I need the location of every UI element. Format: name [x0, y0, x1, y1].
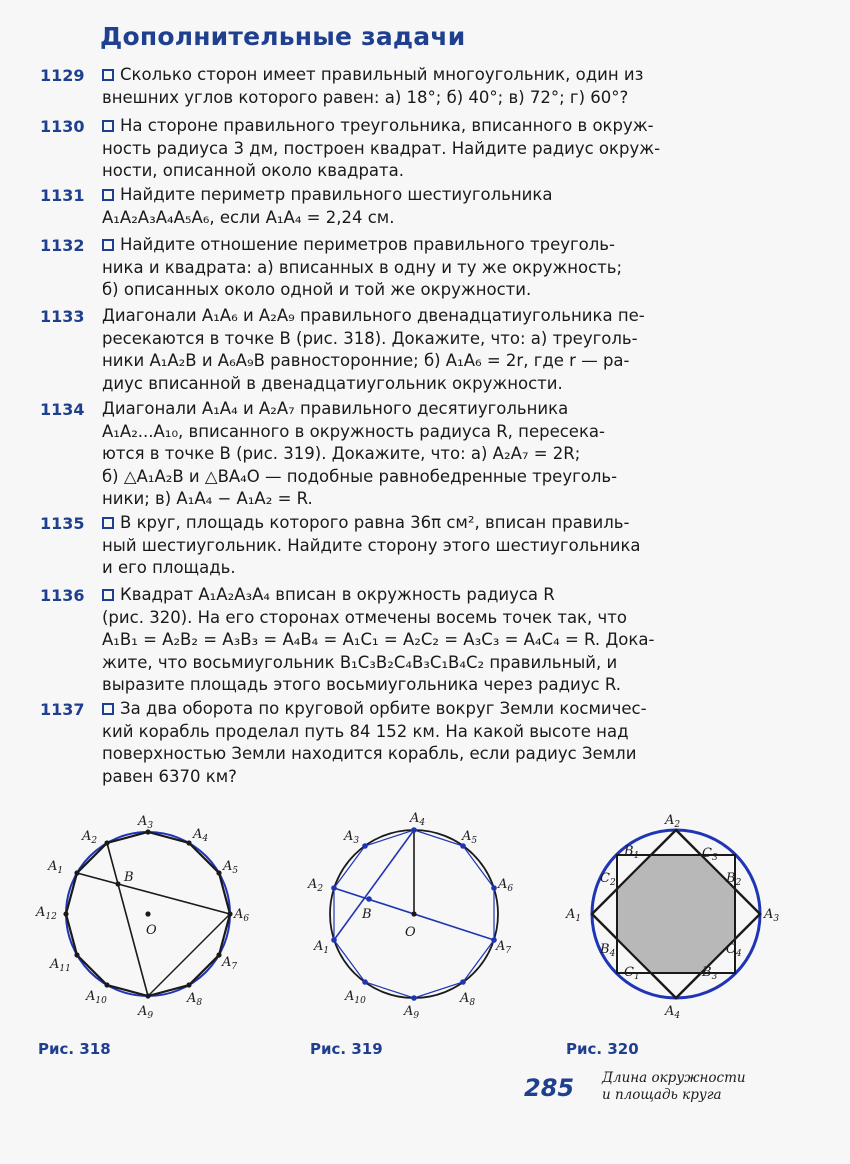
label-a10: A — [345, 989, 355, 1004]
svg-text:B3: $B_3$ — [702, 965, 718, 982]
svg-text:C1: $C_1$ — [624, 965, 640, 982]
label-o: O — [146, 923, 157, 938]
problem-number: 1133 — [40, 307, 85, 326]
svg-text:A9: $A_9$ — [138, 1004, 154, 1021]
problem-number: 1134 — [40, 400, 85, 419]
svg-text:A3: $A_3$ — [138, 814, 154, 831]
svg-text:A4: $A_4$ — [410, 811, 426, 828]
problem-line: Найдите периметр правильного шестиугольника — [120, 185, 553, 204]
label-c1: C — [624, 965, 634, 980]
svg-text:A2: $A_2$ — [665, 813, 681, 830]
svg-text:A9: $A_9$ — [404, 1004, 420, 1021]
figure-320 — [560, 810, 800, 1030]
caption-fig319: Рис. 319 — [310, 1040, 383, 1058]
label-b4: B — [600, 942, 610, 957]
label-a7: A — [222, 955, 232, 970]
problem-line: Квадрат A₁A₂A₃A₄ вписан в окружность радиуса R — [120, 585, 555, 604]
svg-text:A12: $A_{12}$ — [36, 905, 57, 922]
svg-text:A2: $A_2$ — [308, 877, 324, 894]
svg-text:C3: $C_3$ — [702, 846, 718, 863]
label-a1: A — [566, 907, 576, 922]
label-b: B — [124, 870, 134, 885]
label-a12: A — [36, 905, 46, 920]
problem-line: ность радиуса 3 дм, построен квадрат. Найдите радиус окруж- — [102, 138, 661, 158]
vertex-dots — [63, 829, 232, 998]
problem-line: Сколько сторон имеет правильный многоугольник, один из — [120, 65, 644, 84]
problem-line: и его площадь. — [102, 558, 236, 578]
problem-line: ресекаются в точке B (рис. 318). Докажите, что: а) треуголь- — [102, 328, 638, 348]
svg-text:A4: $A_4$ — [193, 827, 209, 844]
problem-line: ются в точке B (рис. 319). Докажите, что: а) A₂A₇ = 2R; — [102, 444, 581, 464]
problem-number: 1132 — [40, 236, 85, 255]
checkbox-icon — [102, 189, 114, 201]
center-dot — [411, 911, 416, 916]
label-a11: A — [50, 957, 60, 972]
problem-line: Найдите отношение периметров правильного треуголь- — [120, 235, 615, 254]
label-a6: A — [234, 907, 244, 922]
problem-number: 1129 — [40, 66, 85, 85]
checkbox-icon — [102, 517, 114, 529]
diagonal-a2a9 — [107, 843, 148, 996]
problem-line: Диагонали A₁A₆ и A₂A₉ правильного двенадцатиугольника пе- — [102, 306, 645, 325]
diagonal-a1a6 — [77, 873, 230, 914]
label-a8: A — [187, 991, 197, 1006]
label-a6: A — [498, 877, 508, 892]
svg-text:A11: $A_{11}$ — [50, 957, 71, 974]
problem-line: б) описанных около одной и той же окружности. — [102, 280, 532, 300]
label-o: O — [405, 925, 416, 940]
figure-318-diagram — [30, 810, 270, 1030]
label-b1: B — [624, 844, 634, 859]
label-a10: A — [86, 989, 96, 1004]
label-a2: A — [82, 829, 92, 844]
caption-fig320: Рис. 320 — [566, 1040, 639, 1058]
svg-text:A1: $A_1$ — [314, 939, 330, 956]
problem-line: выразите площадь этого восьмиугольника через радиус R. — [102, 675, 621, 695]
running-head-line: Длина окружности — [602, 1070, 746, 1086]
label-a5: A — [462, 829, 472, 844]
label-a7: A — [496, 939, 506, 954]
label-a4: A — [193, 827, 203, 842]
svg-text:B2: $B_2$ — [726, 871, 742, 888]
diagonal-a1a4 — [334, 830, 414, 940]
svg-text:A6: $A_6$ — [498, 877, 514, 894]
problem-number: 1135 — [40, 514, 85, 533]
figure-319-diagram — [300, 810, 540, 1030]
svg-text:A8: $A_8$ — [460, 991, 476, 1008]
label-a5: A — [223, 859, 233, 874]
problem-line: диус вписанной в двенадцатиугольник окружности. — [102, 373, 563, 393]
problem-line: внешних углов которого равен: а) 18°; б) 40°; в) 72°; г) 60°? — [102, 87, 629, 107]
page-number: 285 — [524, 1074, 575, 1102]
svg-text:C2: $C_2$ — [600, 871, 616, 888]
problem-line: A₁A₂A₃A₄A₅A₆, если A₁A₄ = 2,24 см. — [102, 207, 395, 227]
svg-text:A1: $A_1$ — [566, 907, 582, 924]
running-head — [602, 1070, 802, 1104]
svg-text:A3: $A_3$ — [764, 907, 780, 924]
section-title: Дополнительные задачи — [100, 22, 466, 51]
label-a2: A — [665, 813, 675, 828]
problem-line: ности, описанной около квадрата. — [102, 161, 405, 181]
problem-line: На стороне правильного треугольника, вписанного в окруж- — [120, 116, 654, 135]
problem-number: 1130 — [40, 117, 85, 136]
problem-line: (рис. 320). На его сторонах отмечены восемь точек так, что — [102, 607, 627, 627]
problem-number: 1131 — [40, 186, 85, 205]
problem-line: A₁A₂...A₁₀, вписанного в окружность радиуса R, пересека- — [102, 421, 605, 441]
label-a4: A — [665, 1004, 675, 1019]
svg-text:A1: $A_1$ — [48, 859, 64, 876]
svg-text:A4: $A_4$ — [665, 1004, 681, 1021]
svg-text:A3: $A_3$ — [344, 829, 360, 846]
octagon — [617, 855, 735, 973]
figure-319 — [300, 810, 540, 1030]
problem-line: равен 6370 км? — [102, 766, 237, 786]
problem-line: б) △A₁A₂B и △BA₄O — подобные равнобедренные треуголь- — [102, 466, 618, 486]
svg-text:C4: $C_4$ — [726, 942, 742, 959]
svg-text:A10: $A_{10}$ — [86, 989, 107, 1006]
problem-line: За два оборота по круговой орбите вокруг Земли космичес- — [120, 699, 647, 718]
problem-line: ника и квадрата: а) вписанных в одну и ту же окружность; — [102, 257, 623, 277]
label-b3: B — [702, 965, 712, 980]
label-b: B — [362, 907, 372, 922]
checkbox-icon — [102, 239, 114, 251]
label-a8: A — [460, 991, 470, 1006]
label-c2: C — [600, 871, 610, 886]
problem-number: 1137 — [40, 700, 85, 719]
running-head-line: и площадь круга — [602, 1087, 722, 1103]
problem-line: поверхностью Земли находится корабль, если радиус Земли — [102, 744, 637, 764]
label-c3: C — [702, 846, 712, 861]
label-b2: B — [726, 871, 736, 886]
label-a9: A — [404, 1004, 414, 1019]
checkbox-icon — [102, 120, 114, 132]
svg-text:A2: $A_2$ — [82, 829, 98, 846]
problem-line: A₁B₁ = A₂B₂ = A₃B₃ = A₄B₄ = A₁C₁ = A₂C₂ = A₃C₃ = A₄C₄ = R. Дока- — [102, 630, 655, 650]
problem-number: 1136 — [40, 586, 85, 605]
checkbox-icon — [102, 589, 114, 601]
problem-line: жите, что восьмиугольник B₁C₃B₂C₄B₃C₁B₄C₂ правильный, и — [102, 652, 618, 672]
label-a3: A — [138, 814, 148, 829]
label-a1: A — [314, 939, 324, 954]
svg-text:A8: $A_8$ — [187, 991, 203, 1008]
svg-text:A7: $A_7$ — [496, 939, 512, 956]
problem-line: Диагонали A₁A₄ и A₂A₇ правильного десятиугольника — [102, 399, 569, 418]
problem-line: ный шестиугольник. Найдите сторону этого шестиугольника — [102, 535, 641, 555]
svg-text:B4: $B_4$ — [600, 942, 616, 959]
label-a2: A — [308, 877, 318, 892]
svg-text:A5: $A_5$ — [223, 859, 239, 876]
svg-text:A6: $A_6$ — [234, 907, 250, 924]
problem-line: ники; в) A₁A₄ − A₁A₂ = R. — [102, 489, 313, 509]
figure-318 — [30, 810, 270, 1030]
label-a1: A — [48, 859, 58, 874]
svg-text:A5: $A_5$ — [462, 829, 478, 846]
label-c4: C — [726, 942, 736, 957]
label-a4: A — [410, 811, 420, 826]
caption-fig318: Рис. 318 — [38, 1040, 111, 1058]
svg-text:A7: $A_7$ — [222, 955, 238, 972]
label-a3: A — [764, 907, 774, 922]
label-a3: A — [344, 829, 354, 844]
problem-line: ники A₁A₂B и A₆A₉B равносторонние; б) A₁A₆ = 2r, где r — ра- — [102, 351, 630, 371]
problem-line: кий корабль проделал путь 84 152 км. На какой высоте над — [102, 721, 629, 741]
label-a9: A — [138, 1004, 148, 1019]
checkbox-icon — [102, 69, 114, 81]
checkbox-icon — [102, 703, 114, 715]
figure-320-diagram — [560, 810, 800, 1030]
svg-text:A10: $A_{10}$ — [345, 989, 366, 1006]
svg-text:B1: $B_1$ — [624, 844, 640, 861]
problem-line: В круг, площадь которого равна 36π см², вписан правиль- — [120, 513, 630, 532]
